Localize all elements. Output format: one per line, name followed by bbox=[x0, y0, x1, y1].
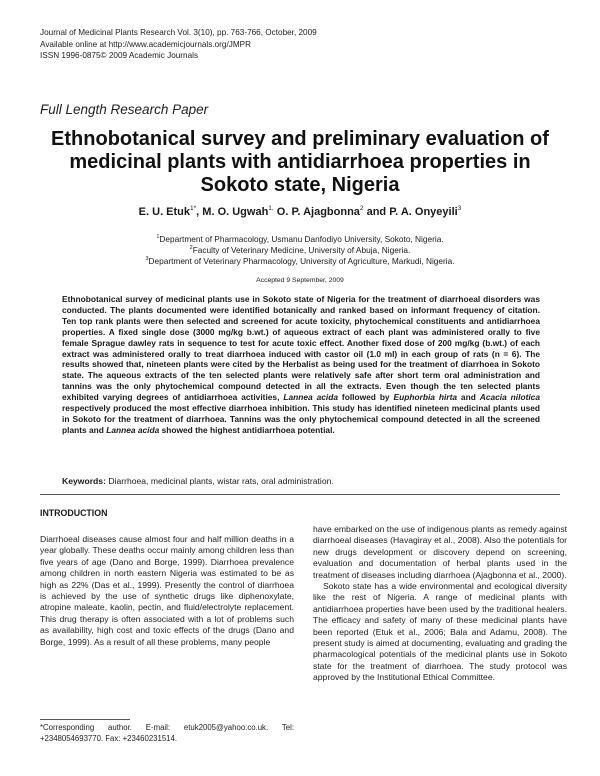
abstract-text: showed the highest antidiarrhoea potential. bbox=[159, 424, 335, 435]
affiliation-text: Faculty of Veterinary Medicine, University of Abuja, Nigeria. bbox=[192, 245, 411, 255]
author-affil-marker: 3 bbox=[457, 205, 462, 212]
author-name: M. O. Ugwah bbox=[202, 206, 269, 218]
article-type: Full Length Research Paper bbox=[40, 102, 209, 117]
footnote-divider bbox=[40, 719, 130, 720]
journal-citation: Journal of Medicinal Plants Research Vol. 3(10), pp. 763-766, October, 2009 bbox=[40, 28, 317, 37]
affiliation-line bbox=[0, 234, 600, 245]
journal-header bbox=[40, 27, 317, 62]
affiliation-marker: 1 bbox=[156, 234, 160, 240]
journal-issn: ISSN 1996-0875© 2009 Academic Journals bbox=[40, 51, 199, 60]
keywords bbox=[62, 476, 540, 487]
author-list: E. U. Etuk$^{1*}$, M. O. Ugwah$^{1,}$ O. P. Ajagbonna$^2$ and P. A. Onyeyili$^3$ bbox=[138, 205, 462, 218]
author-affil-marker: 1* bbox=[190, 205, 197, 212]
author-name: P. A. Onyeyili bbox=[389, 206, 458, 218]
affiliation-text: Department of Veterinary Pharmacology, University of Agriculture, Markudi, Nigeria. bbox=[148, 256, 455, 266]
affiliation-marker: 2 bbox=[189, 245, 193, 251]
plant-name: Acacia nilotica bbox=[479, 392, 540, 403]
section-heading-introduction: INTRODUCTION bbox=[40, 508, 108, 518]
affiliation-text: Department of Pharmacology, Usmanu Danfodiyo University, Sokoto, Nigeria. bbox=[159, 234, 444, 244]
keywords-label: Keywords: bbox=[62, 476, 106, 486]
affiliation-marker: 3 bbox=[145, 256, 149, 262]
author-name: O. P. Ajagbonna bbox=[276, 206, 360, 218]
body-paragraph: have embarked on the use of indigenous plants as remedy against diarrhoeal diseases (Havagiray et al., 2008). Also the potentials for new drugs development or discovery depend on screening, evaluation and documentation of herbal plants used in the treatment of diseases including diarrhoea (Ajagbonna et al., 2000). bbox=[313, 524, 567, 580]
left-column bbox=[40, 534, 294, 648]
title-line: Sokoto state, Nigeria bbox=[200, 174, 400, 196]
title-line: medicinal plants with antidiarrhoea properties in bbox=[69, 151, 531, 173]
plant-name: Lannea acida bbox=[106, 424, 160, 435]
section-divider bbox=[40, 494, 560, 495]
title-line: Ethnobotanical survey and preliminary evaluation of bbox=[51, 128, 549, 150]
affiliation-line bbox=[0, 256, 600, 267]
abstract-text: respectively produced the most effective diarrhoea inhibition. This study has identified nineteen medicinal plants used in Sokoto for the treatment of diarrhoea. Tannins was the only phytochemical compound detected in all the screened plants and bbox=[62, 403, 540, 435]
accepted-date: Accepted 9 September, 2009 bbox=[256, 277, 344, 284]
abstract-text: and bbox=[457, 392, 480, 403]
right-column bbox=[313, 524, 567, 684]
journal-online-url: Available online at http://www.academicjournals.org/JMPR bbox=[40, 39, 252, 49]
author-name: E. U. Etuk bbox=[138, 206, 191, 218]
body-paragraph: Diarrhoeal diseases cause almost four and half million deaths in a year globally. These deaths occur mainly among children less than five years of age (Dano and Borge, 1999). Diarrhoea prevalence among children in north eastern Nigeria was estimated to be as high as 22% (Das et al., 1999). Presently the control of diarrhoea is achieved by the use of synthetic drugs like diphenoxylate, atropine maleate, kaolin, pectin, and fluid/electrolyte replacement. This drug therapy is often associated with a lot of problems such as availability, high cost and toxic effects of the drugs (Dano and Borge, 1999). As a result of all these problems, many people bbox=[40, 534, 294, 647]
plant-name: Euphorbia hirta bbox=[393, 392, 458, 403]
abstract bbox=[62, 294, 540, 436]
abstract-text: Ethnobotanical survey of medicinal plants use in Sokoto state of Nigeria for the treatment of diarrhoeal disorders was conducted. The plants documented were identified botanically and ranked based on informant frequency of citation. Ten top rank plants were then selected and screened for acute toxicity, phytochemical constituents and antidiarrhoea properties. A fixed single dose (3000 mg/kg b.wt.) of aqueous extract of each plant was administered orally to five female Sprague dawley rats in sequence to test for acute toxic effect. Another fixed dose of 200 mg/kg (b.wt.) of each extract was administered orally to treat diarrhoea induced with castor oil (1.0 ml) in each group of rats (n = 6). The results showed that, nineteen plants were cited by the Herbalist as being used for the treatment of diarrhoea in Sokoto state. The aqueous extracts of the ten selected plants were relatively safe after short term oral administration and tannins was the only phytochemical compound detected in all the extracts. Even though the ten selected plants exhibited varying degrees of antidiarrhoea activities, bbox=[62, 294, 540, 403]
plant-name: Lannea acida bbox=[283, 392, 339, 403]
corresponding-author-footnote: *Corresponding author. E-mail: etuk2005@yahoo.co.uk. Tel: +2348054693770. Fax: +23460231514. bbox=[40, 723, 294, 743]
body-paragraph: Sokoto state has a wide environmental and ecological diversity like the rest of Nigeria. A range of medicinal plants with antidiarrhoea properties have been used by the traditional healers. The efficacy and safety of many of these medicinal plants have been reported (Etuk et al., 2006; Bala and Adamu, 2008). The present study is aimed at documenting, evaluating and grading the pharmacological potentials of the medicinal plants use in Sokoto state for the treatment of diarrhoea. The study protocol was approved by the Institutional Ethical Committee. bbox=[313, 581, 567, 683]
affiliations bbox=[0, 234, 600, 267]
abstract-text: followed by bbox=[338, 392, 394, 403]
author-affil-marker: 1, bbox=[268, 205, 274, 212]
affiliation-line bbox=[0, 245, 600, 256]
author-affil-marker: 2 bbox=[359, 205, 364, 212]
paper-title bbox=[30, 128, 570, 197]
keywords-text: Diarrhoea, medicinal plants, wistar rats, oral administration. bbox=[105, 476, 334, 486]
